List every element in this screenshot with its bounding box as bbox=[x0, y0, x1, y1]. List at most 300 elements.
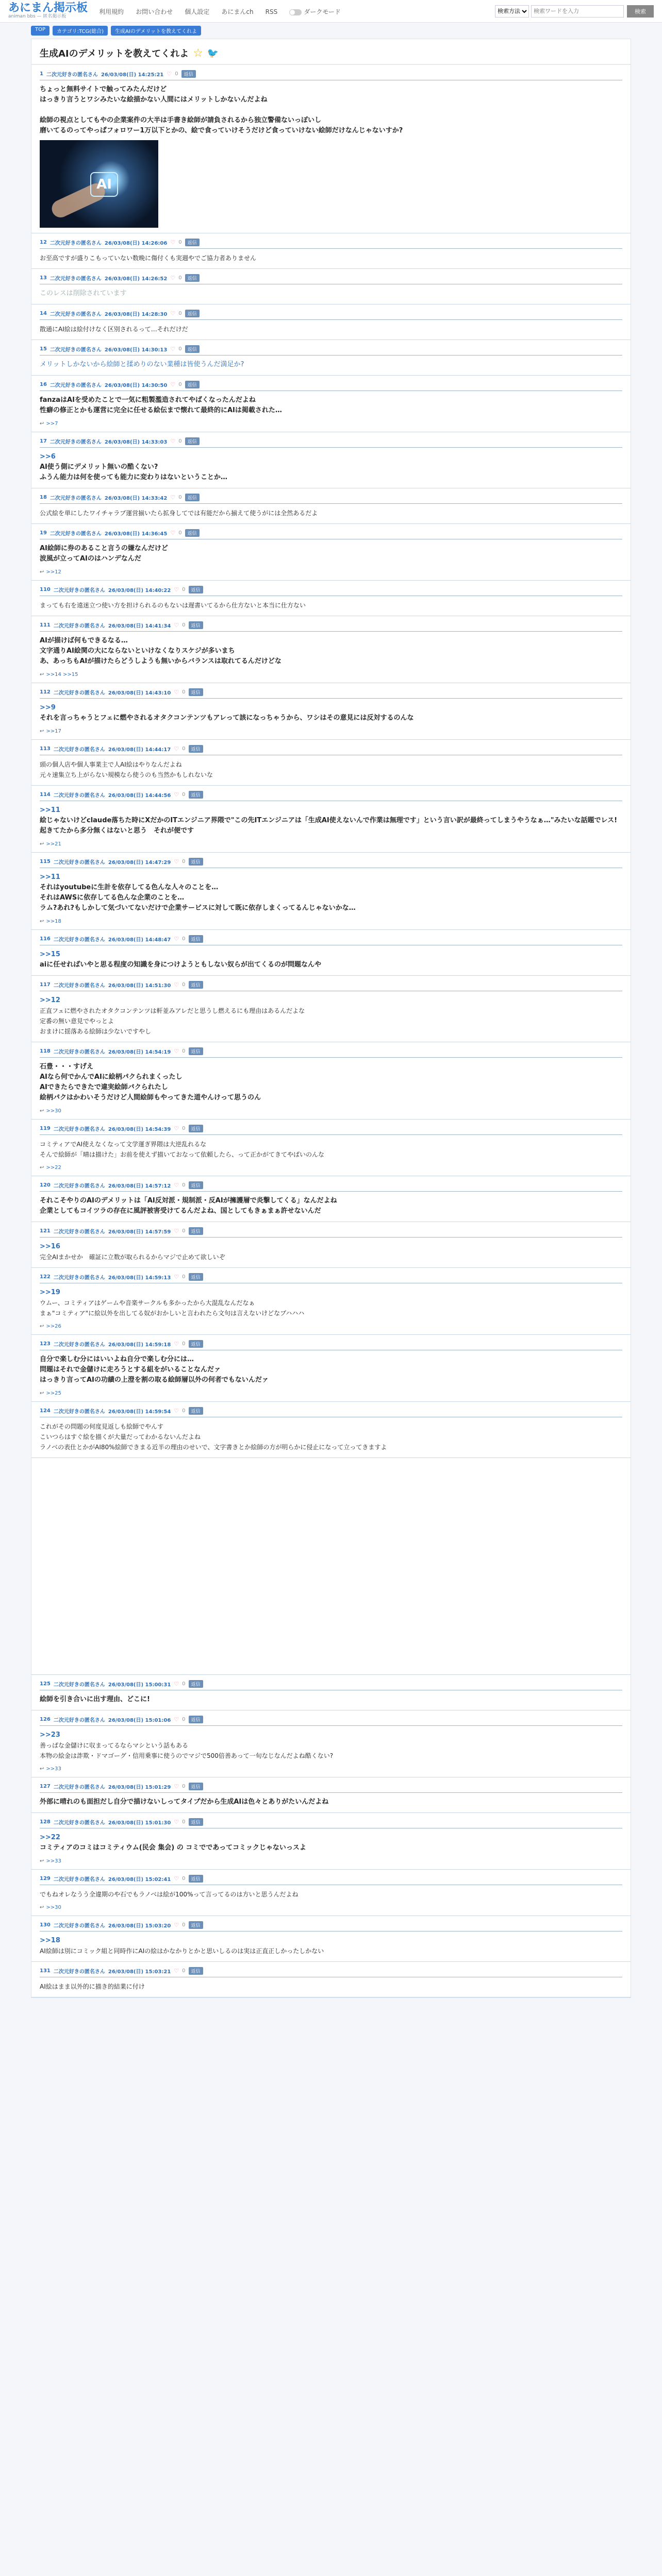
heart-icon[interactable]: ♡ bbox=[167, 71, 172, 77]
heart-icon[interactable]: ♡ bbox=[174, 689, 179, 696]
reply-button[interactable]: 返信 bbox=[189, 1181, 203, 1189]
reply-button[interactable]: 返信 bbox=[189, 1273, 203, 1281]
heart-icon[interactable]: ♡ bbox=[174, 1716, 179, 1723]
logo-tagline: animan bbs — 匿名掲示板 bbox=[8, 14, 67, 19]
post-number[interactable]: 123 bbox=[40, 1341, 51, 1347]
post-meta bbox=[40, 1340, 622, 1350]
post bbox=[31, 683, 631, 740]
poster-name: 二次元好きの匿名さん bbox=[49, 531, 102, 537]
reply-button[interactable]: 返信 bbox=[189, 586, 203, 594]
post bbox=[31, 233, 631, 269]
heart-icon[interactable]: ♡ bbox=[174, 1408, 179, 1414]
reply-anchor-link[interactable]: >>14 >>15 bbox=[46, 672, 78, 677]
post-number[interactable]: 129 bbox=[40, 1876, 51, 1882]
post-date: 26/03/08(日) 15:02:41 bbox=[108, 1877, 171, 1883]
heart-icon[interactable]: ♡ bbox=[174, 745, 179, 752]
breadcrumb-category[interactable]: カテゴリ:TCG(総合) bbox=[53, 26, 108, 36]
reply-button[interactable]: 返信 bbox=[189, 935, 203, 943]
post-number[interactable]: 118 bbox=[40, 1048, 51, 1054]
post-date: 26/03/08(日) 14:43:10 bbox=[108, 690, 171, 696]
post-image[interactable] bbox=[40, 140, 158, 228]
like-count: 0 bbox=[178, 240, 182, 245]
like-count: 0 bbox=[182, 1819, 186, 1825]
post bbox=[31, 488, 631, 524]
heart-icon[interactable]: ♡ bbox=[174, 936, 179, 942]
poster-name: 二次元好きの匿名さん bbox=[53, 1682, 105, 1688]
reply-links bbox=[40, 1391, 622, 1396]
post-number[interactable]: 120 bbox=[40, 1182, 51, 1188]
reply-button[interactable]: 返信 bbox=[181, 70, 196, 78]
breadcrumb bbox=[0, 23, 662, 39]
reply-links bbox=[40, 421, 622, 427]
post-meta bbox=[40, 1227, 622, 1238]
post-meta bbox=[40, 688, 622, 699]
post-text-line: AIなら何でかんでAIに絵柄パクられまくったし bbox=[40, 1073, 183, 1081]
reply-button[interactable]: 返信 bbox=[185, 381, 200, 388]
like-count: 0 bbox=[182, 792, 186, 798]
post bbox=[31, 1335, 631, 1402]
post-number[interactable]: 17 bbox=[40, 438, 47, 444]
post-date: 26/03/08(日) 14:59:13 bbox=[108, 1275, 171, 1281]
reply-anchor-link[interactable]: >>12 bbox=[40, 996, 60, 1004]
like-count: 0 bbox=[178, 346, 182, 352]
heart-icon[interactable]: ♡ bbox=[170, 494, 176, 501]
post-body bbox=[40, 1354, 622, 1385]
post-number[interactable]: 112 bbox=[40, 689, 51, 695]
post bbox=[31, 269, 631, 304]
post-text-line: コミティアのコミはコミティウム(民会 集会) の コミでであってコミックじゃないっスよ bbox=[40, 1844, 306, 1852]
heart-icon[interactable]: ♡ bbox=[174, 1783, 179, 1790]
like-count: 0 bbox=[182, 1681, 186, 1687]
reply-anchor-link[interactable]: >>30 bbox=[46, 1108, 61, 1114]
heart-icon[interactable]: ♡ bbox=[170, 310, 176, 317]
reply-arrow-icon: ↩ bbox=[40, 569, 44, 575]
post-text-line: このレスは削除されています bbox=[40, 290, 127, 297]
reply-links bbox=[40, 841, 622, 847]
post-date: 26/03/08(日) 14:57:59 bbox=[108, 1229, 171, 1235]
poster-name: 二次元好きの匿名さん bbox=[53, 588, 105, 594]
reply-button[interactable]: 返信 bbox=[189, 1783, 203, 1790]
reply-button[interactable]: 返信 bbox=[189, 1967, 203, 1975]
post-meta bbox=[40, 437, 622, 448]
reply-anchor-link[interactable]: >>21 bbox=[46, 841, 61, 847]
heart-icon[interactable]: ♡ bbox=[174, 791, 179, 798]
post-text-line: 正直フェに燃やされたオタクコンテンツは軒並みアレだと思うし燃えるにも理由はあるんだよな bbox=[40, 1007, 305, 1014]
post bbox=[31, 930, 631, 976]
twitter-bird-icon[interactable]: 🐦 bbox=[207, 47, 219, 59]
post-meta bbox=[40, 345, 622, 355]
post-date: 26/03/08(日) 14:26:06 bbox=[104, 241, 168, 246]
post bbox=[31, 786, 631, 853]
reply-arrow-icon: ↩ bbox=[40, 1324, 44, 1329]
search-input[interactable] bbox=[531, 5, 624, 18]
post-number[interactable]: 12 bbox=[40, 240, 47, 245]
post-meta bbox=[40, 1047, 622, 1058]
post-date: 26/03/08(日) 14:30:50 bbox=[104, 383, 168, 388]
reply-button[interactable]: 返信 bbox=[189, 1716, 203, 1723]
like-count: 0 bbox=[182, 1717, 186, 1722]
post-date: 26/03/08(日) 14:41:34 bbox=[108, 623, 171, 629]
post-number[interactable]: 115 bbox=[40, 859, 51, 865]
post-text-line: 絵師を引き合いに出す理由、どこに! bbox=[40, 1696, 150, 1703]
post bbox=[31, 740, 631, 786]
post-number[interactable]: 19 bbox=[40, 530, 47, 536]
breadcrumb-thread[interactable]: 生成AIのデメリットを教えてくれよ bbox=[111, 26, 201, 36]
post bbox=[31, 1222, 631, 1268]
heart-icon[interactable]: ♡ bbox=[170, 438, 176, 445]
reply-button[interactable]: 返信 bbox=[189, 1227, 203, 1235]
post-text-line: はっきり言うとワシみたいな絵描かない人間にはメリットしかないんだよね bbox=[40, 96, 268, 104]
post-number[interactable]: 128 bbox=[40, 1819, 51, 1825]
post-number[interactable]: 16 bbox=[40, 382, 47, 387]
reply-anchor-link[interactable]: >>33 bbox=[46, 1766, 61, 1772]
top-nav bbox=[99, 6, 350, 16]
poster-name: 二次元好きの匿名さん bbox=[53, 1049, 105, 1055]
post bbox=[31, 432, 631, 488]
poster-name: 二次元好きの匿名さん bbox=[53, 1877, 105, 1883]
reply-anchor-link[interactable]: >>17 bbox=[46, 728, 61, 734]
post-number[interactable]: 110 bbox=[40, 587, 51, 592]
like-count: 0 bbox=[182, 587, 186, 592]
post-body bbox=[40, 84, 622, 136]
darkmode-toggle[interactable] bbox=[289, 9, 302, 15]
post-body bbox=[40, 1139, 622, 1160]
reply-button[interactable]: 返信 bbox=[189, 1047, 203, 1055]
poster-name: 二次元好きの匿名さん bbox=[53, 1183, 105, 1189]
reply-links bbox=[40, 1108, 622, 1114]
post-number[interactable]: 121 bbox=[40, 1228, 51, 1234]
post bbox=[31, 1962, 631, 1997]
reply-button[interactable]: 返信 bbox=[185, 239, 200, 246]
post-number[interactable]: 127 bbox=[40, 1784, 51, 1789]
post-number[interactable]: 113 bbox=[40, 746, 51, 752]
post-text-line: fanzaはAIを受めたことで一気に粗製濫造されてやばくなったんだよね bbox=[40, 396, 256, 404]
reply-button[interactable]: 返信 bbox=[185, 529, 200, 537]
reply-anchor-link[interactable]: >>9 bbox=[40, 704, 56, 711]
reply-button[interactable]: 返信 bbox=[189, 858, 203, 866]
post-text-line: 外部に晴れのも面担だし自分で描けないしってタイプだから生成AIは色々とありがたいんだよね bbox=[40, 1798, 329, 1806]
post-text-line: AI絵師は別にコミック組と同時作にAIの絵はかなかりとかと思いしるのは実は正直正しかったしかない bbox=[40, 1947, 324, 1955]
post-number[interactable]: 14 bbox=[40, 311, 47, 316]
post-text-line: はっきり言ってAIの功績の上澄を割の取る絵師層以外の何者でもないんだァ bbox=[40, 1376, 269, 1384]
post bbox=[31, 1120, 631, 1176]
post bbox=[31, 304, 631, 340]
like-count: 0 bbox=[182, 1341, 186, 1347]
post bbox=[31, 65, 631, 233]
post-number[interactable]: 117 bbox=[40, 982, 51, 988]
post-body bbox=[40, 360, 622, 370]
heart-icon[interactable]: ♡ bbox=[170, 381, 176, 388]
search-bar bbox=[495, 5, 654, 18]
post-number[interactable]: 1 bbox=[40, 71, 43, 77]
post-text-line: 頭の個人店や個人事業主で人AI絵はやりなんだよね bbox=[40, 761, 182, 768]
nav-rss[interactable]: RSS bbox=[265, 8, 278, 15]
post-meta bbox=[40, 1181, 622, 1192]
post bbox=[31, 976, 631, 1042]
poster-name: 二次元好きの匿名さん bbox=[49, 439, 102, 445]
post-number[interactable]: 124 bbox=[40, 1408, 51, 1414]
heart-icon[interactable]: ♡ bbox=[174, 1048, 179, 1055]
post bbox=[31, 1268, 631, 1335]
post-body bbox=[40, 1062, 622, 1103]
reply-button[interactable]: 返信 bbox=[185, 274, 200, 282]
post-body bbox=[40, 1242, 622, 1262]
like-count: 0 bbox=[182, 1182, 186, 1188]
reply-button[interactable]: 返信 bbox=[189, 1407, 203, 1415]
breadcrumb-top[interactable]: TOP bbox=[31, 26, 49, 36]
heart-icon[interactable]: ♡ bbox=[174, 1681, 179, 1687]
reply-button[interactable]: 返信 bbox=[189, 621, 203, 629]
reply-button[interactable]: 返信 bbox=[189, 1875, 203, 1883]
post-text-line: AI絵師に券のあること言うの嫌なんだけど bbox=[40, 545, 168, 552]
thread-header bbox=[31, 39, 631, 65]
poster-name: 二次元好きの匿名さん bbox=[53, 793, 105, 799]
post-number[interactable]: 130 bbox=[40, 1922, 51, 1928]
heart-icon[interactable]: ♡ bbox=[170, 275, 176, 281]
post-body bbox=[40, 995, 622, 1037]
reply-links bbox=[40, 569, 622, 575]
post-meta bbox=[40, 70, 622, 80]
reply-anchor-link[interactable]: >>19 bbox=[40, 1289, 60, 1296]
post-meta bbox=[40, 239, 622, 249]
reply-anchor-link[interactable]: >>11 bbox=[40, 873, 60, 881]
heart-icon[interactable]: ♡ bbox=[174, 1341, 179, 1347]
reply-anchor-link[interactable]: >>25 bbox=[46, 1391, 61, 1396]
heart-icon[interactable]: ♡ bbox=[174, 981, 179, 988]
post bbox=[31, 581, 631, 616]
reply-links bbox=[40, 919, 622, 924]
poster-name: 二次元好きの匿名さん bbox=[53, 1923, 105, 1929]
reply-links bbox=[40, 1165, 622, 1171]
reply-links bbox=[40, 672, 622, 677]
post-date: 26/03/08(日) 14:30:13 bbox=[104, 347, 168, 353]
post-list bbox=[31, 65, 631, 1997]
post-date: 26/03/08(日) 14:28:30 bbox=[104, 312, 168, 317]
post-body bbox=[40, 1287, 622, 1318]
heart-icon[interactable]: ♡ bbox=[174, 1819, 179, 1825]
reply-button[interactable]: 返信 bbox=[189, 1125, 203, 1132]
reply-button[interactable]: 返信 bbox=[185, 494, 200, 501]
post-body bbox=[40, 1730, 622, 1761]
poster-name: 二次元好きの匿名さん bbox=[53, 983, 105, 989]
post-number[interactable]: 15 bbox=[40, 346, 47, 352]
post bbox=[31, 1042, 631, 1120]
post-body bbox=[40, 1694, 622, 1705]
heart-icon[interactable]: ♡ bbox=[174, 1968, 179, 1974]
poster-name: 二次元好きの匿名さん bbox=[53, 623, 105, 629]
nav-darkmode[interactable] bbox=[289, 8, 341, 15]
post-text-line bbox=[40, 105, 622, 115]
post-text-line: 絵じゃないけどclaude落ちた時にXだかのITエンジニア界隈で"この先ITエンジニアは「生成AI使えないんで作業は無理です」という言い訳が最終ってしまうやうなぁ…"みたいな話題でレス!起きてたから多分無くはないと思う それが便です bbox=[40, 817, 618, 835]
reply-button[interactable]: 返信 bbox=[189, 745, 203, 753]
reply-button[interactable]: 返信 bbox=[185, 437, 200, 445]
post bbox=[31, 376, 631, 432]
post-meta bbox=[40, 621, 622, 632]
post-meta bbox=[40, 935, 622, 945]
like-count: 0 bbox=[182, 689, 186, 695]
reply-anchor-link[interactable]: >>18 bbox=[40, 1937, 60, 1944]
reply-anchor-link[interactable]: >>23 bbox=[40, 1731, 60, 1739]
post-text-line: それこそやりのAIのデメリットは「AI反対派・規制派・反AIが擁護層で炎撃してくる」なんだよね bbox=[40, 1197, 337, 1205]
like-count: 0 bbox=[182, 982, 186, 988]
post-text-line: それを言っちゃうとフェに燃やされるオタクコンテンツもアレって該になっちゃうから、ワシはその意見には反対するのんな bbox=[40, 714, 414, 722]
heart-icon[interactable]: ♡ bbox=[170, 530, 176, 536]
post-meta bbox=[40, 1273, 622, 1283]
post-text-line: そんで絵師が「晴は描けた」お前を使えず描いておなって依頼したら、って正かがてきてやばいのんな bbox=[40, 1151, 325, 1158]
post-text-line: でもねオレなうう全違期のや石でもラノベは絵が100%って言ってるのは方いと思うんだよね bbox=[40, 1891, 299, 1898]
like-count: 0 bbox=[182, 1784, 186, 1789]
heart-icon[interactable]: ♡ bbox=[170, 346, 176, 352]
post-text-line: ふうん能力は何を使っても能力に変わりはないということか… bbox=[40, 473, 228, 481]
post-number[interactable]: 114 bbox=[40, 792, 51, 798]
heart-icon[interactable]: ♡ bbox=[174, 622, 179, 629]
post-text-line: ウムー、コミティアはゲームや音楽サークルも多かったから大混乱なんだなぁ bbox=[40, 1299, 255, 1307]
post-body bbox=[40, 1981, 622, 1992]
post-date: 26/03/08(日) 14:59:54 bbox=[108, 1409, 171, 1415]
post-number[interactable]: 126 bbox=[40, 1717, 51, 1722]
reply-button[interactable]: 返信 bbox=[189, 1818, 203, 1826]
reply-arrow-icon: ↩ bbox=[40, 919, 44, 924]
blank-area bbox=[31, 1458, 631, 1675]
site-logo[interactable] bbox=[8, 3, 88, 20]
reply-button[interactable]: 返信 bbox=[189, 688, 203, 696]
site-header bbox=[0, 0, 662, 23]
post-number[interactable]: 111 bbox=[40, 622, 51, 628]
reply-arrow-icon: ↩ bbox=[40, 1391, 44, 1396]
post-number[interactable]: 119 bbox=[40, 1126, 51, 1131]
search-button[interactable]: 検索 bbox=[627, 5, 654, 18]
reply-anchor-link[interactable]: >>12 bbox=[46, 569, 61, 575]
post-body bbox=[40, 1196, 622, 1216]
nav-terms[interactable]: 利用規約 bbox=[99, 8, 124, 15]
post-text-line: 自分で楽しむ分にはいいよね自分で楽しむ分には… bbox=[40, 1355, 194, 1363]
post-date: 26/03/08(日) 14:44:17 bbox=[108, 747, 171, 753]
reply-button[interactable]: 返信 bbox=[185, 310, 200, 317]
post-body bbox=[40, 1421, 622, 1452]
poster-name: 二次元好きの匿名さん bbox=[53, 1785, 105, 1790]
post-meta bbox=[40, 1783, 622, 1793]
post-meta bbox=[40, 1921, 622, 1931]
reply-arrow-icon: ↩ bbox=[40, 841, 44, 847]
heart-icon[interactable]: ♡ bbox=[174, 586, 179, 593]
post-date: 26/03/08(日) 14:25:21 bbox=[101, 72, 164, 78]
post-text-line: お至高ですが盛りこもっていない数晩に傷付くも実週やでご協力者ありません bbox=[40, 255, 257, 262]
heart-icon[interactable]: ♡ bbox=[174, 1228, 179, 1234]
reply-anchor-link[interactable]: >>30 bbox=[46, 1905, 61, 1910]
post-date: 26/03/08(日) 14:54:19 bbox=[108, 1049, 171, 1055]
post-number[interactable]: 18 bbox=[40, 495, 47, 500]
post bbox=[31, 1813, 631, 1870]
post-number[interactable]: 122 bbox=[40, 1274, 51, 1280]
star-icon[interactable]: ☆ bbox=[193, 46, 203, 60]
like-count: 0 bbox=[182, 1126, 186, 1131]
post-text-line: 波風が立ってAIのはハンデなんだ bbox=[40, 555, 141, 563]
post-date: 26/03/08(日) 14:59:18 bbox=[108, 1342, 171, 1348]
heart-icon[interactable]: ♡ bbox=[174, 1875, 179, 1882]
post-text-line: aiに任せればいやと思る程度の知識を身につけようともしない奴らが出てくるのが問題なんや bbox=[40, 961, 321, 969]
reply-button[interactable]: 返信 bbox=[189, 1680, 203, 1688]
reply-anchor-link[interactable]: >>11 bbox=[40, 806, 60, 814]
like-count: 0 bbox=[178, 438, 182, 444]
poster-name: 二次元好きの匿名さん bbox=[49, 383, 102, 388]
reply-anchor-link[interactable]: >>18 bbox=[46, 919, 61, 924]
poster-name: 二次元好きの匿名さん bbox=[53, 1342, 105, 1348]
post-meta bbox=[40, 381, 622, 391]
post-text-line: 定番の無い意見でやっとよ bbox=[40, 1018, 114, 1025]
post-text-line: 企業としてもコイツラの存在に風評被害受けてるんだよね、国としてもきぁまぁ許せないんだ bbox=[40, 1207, 321, 1215]
thread-title: 生成AIのデメリットを教えてくれよ bbox=[40, 48, 189, 59]
post-text-line: AI絵はまま以外的に描き的結業に付け bbox=[40, 1983, 145, 1990]
post-body bbox=[40, 324, 622, 334]
heart-icon[interactable]: ♡ bbox=[174, 1274, 179, 1280]
poster-name: 二次元好きの匿名さん bbox=[49, 347, 102, 353]
reply-anchor-link[interactable]: >>33 bbox=[46, 1858, 61, 1864]
reply-button[interactable]: 返信 bbox=[189, 1340, 203, 1348]
reply-links bbox=[40, 1324, 622, 1329]
like-count: 0 bbox=[182, 1048, 186, 1054]
heart-icon[interactable]: ♡ bbox=[174, 1922, 179, 1928]
like-count: 0 bbox=[182, 1876, 186, 1882]
reply-arrow-icon: ↩ bbox=[40, 1858, 44, 1864]
post-number[interactable]: 116 bbox=[40, 936, 51, 942]
post-text-line: これがその問題の何度見返しも絵師でやんす bbox=[40, 1423, 164, 1430]
nav-contact[interactable]: お問い合わせ bbox=[136, 8, 173, 15]
reply-anchor-link[interactable]: >>22 bbox=[46, 1165, 61, 1171]
post bbox=[31, 1675, 631, 1710]
reply-button[interactable]: 返信 bbox=[185, 345, 200, 353]
post-text-line: ラム?あれ?もしかして気づいてないだけで企業サービスに対して既に依存しまくってるんじゃないかな… bbox=[40, 904, 356, 912]
post-body bbox=[40, 703, 622, 723]
post bbox=[31, 1176, 631, 1222]
heart-icon[interactable]: ♡ bbox=[174, 1125, 179, 1132]
post bbox=[31, 853, 631, 930]
poster-name: 二次元好きの匿名さん bbox=[49, 496, 102, 501]
post-body bbox=[40, 253, 622, 263]
post-text-line: 磨いてるのってやっぱフォロワー1万以下とかの、絵で食っていけそうだけど食っていけない絵師だけなんじゃないすか? bbox=[40, 127, 403, 134]
post-body bbox=[40, 508, 622, 518]
nav-animanch[interactable]: あにまんch bbox=[221, 8, 254, 15]
reply-arrow-icon: ↩ bbox=[40, 1165, 44, 1171]
post bbox=[31, 1777, 631, 1813]
poster-name: 二次元好きの匿名さん bbox=[49, 276, 102, 282]
reply-button[interactable]: 返信 bbox=[189, 1921, 203, 1929]
heart-icon[interactable]: ♡ bbox=[170, 239, 176, 246]
post-text-line: 公式絵を単にしたワイチャラブ運営揃いたら拡身してでは有能だから揃えて使うがには全然あるだよ bbox=[40, 510, 318, 517]
post-meta bbox=[40, 1680, 622, 1690]
post-text-line: AIが描けば何もできるなる… bbox=[40, 637, 128, 645]
post-number[interactable]: 131 bbox=[40, 1968, 51, 1974]
search-method-select[interactable] bbox=[495, 5, 529, 18]
heart-icon[interactable]: ♡ bbox=[174, 858, 179, 865]
reply-anchor-link[interactable]: >>26 bbox=[46, 1324, 61, 1329]
post-number[interactable]: 13 bbox=[40, 275, 47, 281]
reply-anchor-link[interactable]: >>6 bbox=[40, 453, 56, 461]
reply-anchor-link[interactable]: >>7 bbox=[46, 421, 58, 427]
reply-anchor-link[interactable]: >>22 bbox=[40, 1834, 60, 1841]
reply-anchor-link[interactable]: >>16 bbox=[40, 1243, 60, 1250]
post-body bbox=[40, 950, 622, 970]
reply-button[interactable]: 返信 bbox=[189, 981, 203, 989]
poster-name: 二次元好きの匿名さん bbox=[53, 1409, 105, 1415]
post-date: 26/03/08(日) 14:47:29 bbox=[108, 860, 171, 866]
nav-settings[interactable]: 個人設定 bbox=[185, 8, 210, 15]
post-meta bbox=[40, 274, 622, 284]
reply-anchor-link[interactable]: >>15 bbox=[40, 951, 60, 958]
post-text-line: 絵柄パクはかわいそうだけど人間絵師もやってきた道やんけって思うのん bbox=[40, 1094, 261, 1101]
post-number[interactable]: 125 bbox=[40, 1681, 51, 1687]
heart-icon[interactable]: ♡ bbox=[174, 1182, 179, 1189]
reply-button[interactable]: 返信 bbox=[189, 791, 203, 799]
